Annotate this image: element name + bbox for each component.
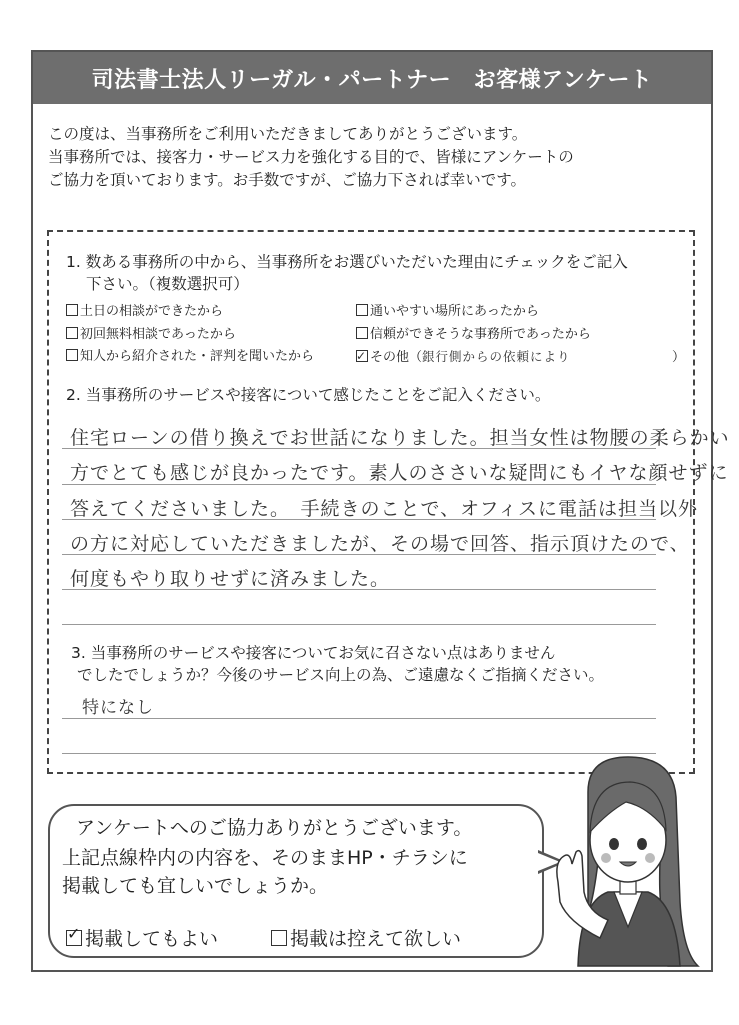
q2-handwritten-line: 方でとても感じが良かったです。素人のささいな疑問にもイヤな顔せずに (70, 462, 729, 484)
intro-line: この度は、当事務所をご利用いただきましてありがとうございます。 (48, 125, 528, 143)
consent-option-yes[interactable]: ✓掲載してもよい (66, 924, 218, 951)
checkbox-icon[interactable] (66, 349, 78, 361)
checkbox-icon[interactable] (271, 930, 287, 946)
answer-rule (62, 718, 656, 719)
question-1-line: 1. 数ある事務所の中から、当事務所をお選びいただいた理由にチェックをご記入 (66, 253, 628, 271)
consent-question-line: 掲載しても宜しいでしょうか。 (62, 875, 329, 897)
staff-woman-illustration (548, 752, 710, 970)
other-close-paren: ） (672, 350, 686, 365)
question-3-line: 3. 当事務所のサービスや接客についてお気に召さない点はありません (71, 644, 556, 662)
q2-handwritten-line: 答えてくださいました。 手続きのことで、オフィスに電話は担当以外 (70, 498, 699, 520)
intro-line: 当事務所では、接客力・サービス力を強化する目的で、皆様にアンケートの (48, 148, 574, 166)
option-referral[interactable]: 知人から紹介された・評判を聞いたから (66, 346, 314, 369)
answer-rule (62, 624, 656, 625)
checkbox-icon[interactable] (66, 304, 78, 316)
intro-line: ご協力を頂いております。お手数ですが、ご協力下されば幸いです。 (48, 171, 527, 189)
checkbox-icon[interactable] (66, 327, 78, 339)
q3-handwritten-answer: 特になし (82, 698, 154, 718)
option-free-first-consult[interactable]: 初回無料相談であったから (66, 324, 314, 347)
q1-options-left (66, 301, 314, 369)
question-3-line: でしたでしょうか？今後のサービス向上の為、ご遠慮なくご指摘ください。 (77, 666, 605, 684)
option-other[interactable]: ✓その他（銀行側からの依頼により (356, 346, 591, 370)
checked-checkbox-icon[interactable] (66, 930, 82, 946)
question-1-line: 下さい。（複数選択可） (86, 275, 249, 293)
consent-question-line: 上記点線枠内の内容を、そのままHP・チラシに (62, 847, 468, 869)
question-3 (71, 642, 604, 686)
consent-option-no[interactable]: 掲載は控えて欲しい (271, 924, 461, 951)
option-weekend-consult[interactable]: 土日の相談ができたから (66, 301, 314, 324)
question-2: 2. 当事務所のサービスや接客について感じたことをご記入ください。 (66, 386, 551, 404)
question-1 (66, 251, 628, 295)
q2-handwritten-line: 何度もやり取りせずに済みました。 (70, 568, 391, 590)
q2-handwritten-line: の方に対応していただきましたが、その場で回答、指示頂けたので、 (70, 533, 690, 555)
option-convenient-location[interactable]: 通いやすい場所にあったから (356, 301, 591, 324)
page-title: 司法書士法人リーガル・パートナー お客様アンケート (33, 52, 711, 104)
consent-thanks: アンケートへのご協力ありがとうございます。 (76, 817, 473, 839)
q1-options-right (356, 301, 591, 370)
checked-checkbox-icon[interactable] (356, 350, 368, 362)
checkbox-icon[interactable] (356, 304, 368, 316)
q2-handwritten-line: 住宅ローンの借り換えでお世話になりました。担当女性は物腰の柔らかい (70, 427, 730, 449)
option-trustworthy[interactable]: 信頼ができそうな事務所であったから (356, 324, 591, 347)
intro-text (48, 123, 688, 192)
checkbox-icon[interactable] (356, 327, 368, 339)
other-handwritten-answer: 銀行側からの依頼により (422, 349, 571, 364)
